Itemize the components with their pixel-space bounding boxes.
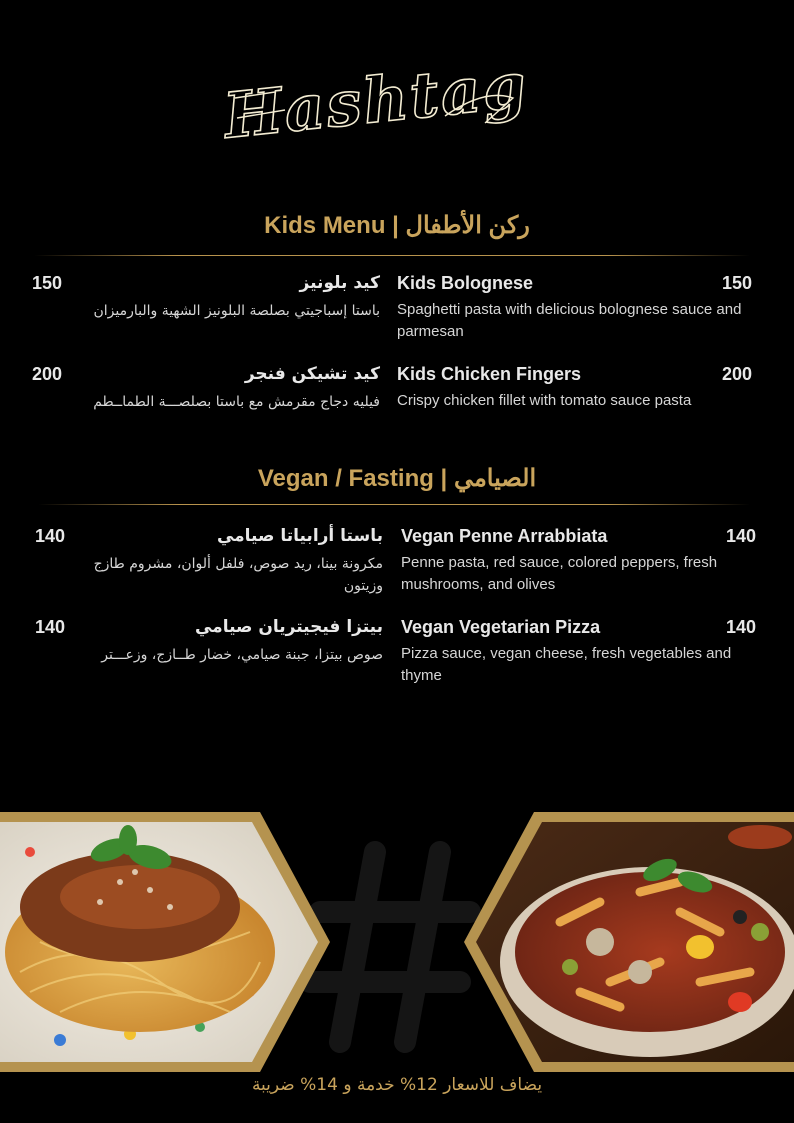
item-price-en: 140 [726,617,757,637]
item-desc-en: Spaghetti pasta with delicious bolognese sauce and parmesan [397,301,742,340]
item-name-en: Kids Bolognese [397,273,534,293]
item-price-ar: 140 [35,526,66,546]
item-name-en: Vegan Penne Arrabbiata [401,526,608,546]
svg-text:Hashtag: Hashtag [220,48,525,153]
item-name-en: Vegan Vegetarian Pizza [401,617,601,637]
item-price-ar: 150 [32,273,63,293]
item-desc-ar: صوص بيتزا، جبنة صيامي، خضار طــازج، وزعـــتر [101,647,383,663]
item-desc-ar: مكرونة بينا، ريد صوص، فلفل ألوان، مشروم طازج وزيتون [93,556,383,594]
item-price-en: 140 [726,526,757,546]
item-name-ar: بيتزا فيجيتريان صيامي [194,617,383,637]
hashtag-watermark-icon [310,852,470,1042]
section-title-vegan: Vegan / Fasting | الصيامي [257,465,537,492]
item-desc-ar: باستا إسباجيتي بصلصة البلونيز الشهية والبارميزان [93,303,380,319]
item-price-ar: 140 [35,617,66,637]
item-name-ar: كيد تشيكن فنجر [244,364,380,384]
item-price-en: 150 [722,273,753,293]
item-price-ar: 200 [32,364,63,384]
item-name-en: Kids Chicken Fingers [397,364,582,384]
hashtag-logo [215,28,525,158]
item-name-ar: كيد بلونيز [299,273,380,293]
section-divider [38,504,750,505]
tax-service-note: يضاف للاسعار 12% خدمة و 14% ضريبة [251,1075,543,1095]
item-desc-en: Penne pasta, red sauce, colored peppers, fresh mushrooms, and olives [401,554,718,593]
item-desc-en: Pizza sauce, vegan cheese, fresh vegetables and thyme [401,645,732,684]
section-title-kids: Kids Menu | ركن الأطفال [264,212,530,239]
item-desc-ar: فيليه دجاج مقرمش مع باستا بصلصـــة الطماــطم [93,394,380,410]
item-desc-en: Crispy chicken fillet with tomato sauce pasta [397,392,692,409]
food-photo-band [0,812,794,1072]
item-price-en: 200 [722,364,753,384]
item-name-ar: باستا أرابياتا صيامي [216,526,383,546]
section-divider [34,255,750,256]
